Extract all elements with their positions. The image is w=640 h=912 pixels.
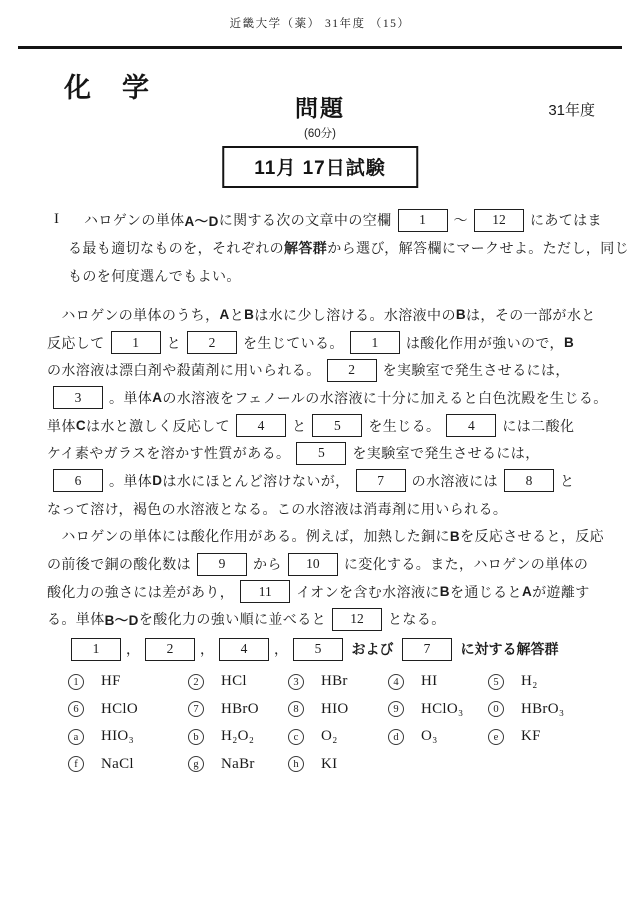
answer-option xyxy=(488,673,604,690)
text-line xyxy=(47,578,598,606)
option-formula: HF xyxy=(101,673,121,690)
text-line xyxy=(68,206,602,234)
answer-option-row xyxy=(68,751,604,779)
text-segment: 。単体 xyxy=(109,474,153,490)
text-segment: 単体 xyxy=(47,419,76,435)
option-mark-circle: 4 xyxy=(388,674,404,690)
blank-box-5: 5 xyxy=(293,638,343,661)
text-segment: の水溶液は漂白剤や殺菌剤に用いられる。 xyxy=(47,364,321,380)
blank-box-1: 1 xyxy=(398,209,448,232)
option-mark-circle: f xyxy=(68,756,84,772)
text-segment: ケイ素やガラスを溶かす性質がある。 xyxy=(47,447,291,463)
intro-text xyxy=(68,206,630,290)
text-line xyxy=(47,412,598,440)
option-formula: NaCl xyxy=(101,755,134,772)
option-formula: HClO xyxy=(101,700,139,717)
blank-box-4: 4 xyxy=(236,414,286,437)
option-formula: HBr xyxy=(321,673,348,690)
blank-box-2: 2 xyxy=(187,331,237,354)
text-segment: から xyxy=(253,558,282,574)
blank-box-5: 5 xyxy=(312,414,362,437)
text-segment: を生じる。 xyxy=(368,419,441,435)
text-segment: の水溶液には xyxy=(411,474,498,490)
blank-box-2: 2 xyxy=(145,638,195,661)
text-segment: を通じると xyxy=(449,585,522,601)
text-segment: る。単体 xyxy=(47,613,105,629)
blank-box-8: 8 xyxy=(504,469,554,492)
answer-option xyxy=(68,728,188,745)
blank-box-11: 11 xyxy=(240,580,290,603)
answer-option-row xyxy=(68,668,604,696)
subject-title: 化 学 xyxy=(64,73,151,103)
answer-option xyxy=(288,701,388,718)
problem-intro xyxy=(54,206,630,290)
text-segment: ハロゲンの単体 xyxy=(84,214,185,229)
text-line xyxy=(47,523,605,551)
option-formula: O₂ xyxy=(321,728,338,745)
text-segment: から選び，解答欄にマークせよ。ただし，同じ xyxy=(327,242,630,257)
text-segment: に関する次の文章中の空欄 xyxy=(218,214,392,229)
answer-group-header xyxy=(66,634,604,664)
option-formula: NaBr xyxy=(221,755,255,772)
text-segment: A xyxy=(152,390,163,406)
blank-box-12: 12 xyxy=(332,608,382,631)
text-line xyxy=(47,301,598,329)
text-segment: ， xyxy=(200,643,214,658)
option-mark-circle: d xyxy=(388,729,404,745)
blank-box-1: 1 xyxy=(71,638,121,661)
blank-box-10: 10 xyxy=(288,553,338,576)
option-formula: HIO xyxy=(321,700,349,717)
text-segment: を反応させると，反応 xyxy=(460,530,605,546)
blank-box-1: 1 xyxy=(350,331,400,354)
text-line xyxy=(47,384,608,412)
text-segment: B xyxy=(455,307,467,323)
text-segment: の前後で銅の酸化数は xyxy=(47,558,191,574)
text-segment: B xyxy=(449,528,461,544)
blank-box-7: 7 xyxy=(402,638,452,661)
text-line xyxy=(68,234,630,262)
answer-option xyxy=(68,756,188,773)
problem-body xyxy=(47,301,608,633)
text-segment: 酸化力の強さには差があり， xyxy=(47,585,235,601)
answer-option xyxy=(388,728,488,745)
text-segment: の水溶液をフェノールの水溶液に十分に加えると白色沈殿を生じる。 xyxy=(162,391,608,407)
option-formula: HCl xyxy=(221,673,247,690)
text-segment: に変化する。また，ハロゲンの単体の xyxy=(343,558,589,574)
option-formula: H₂ xyxy=(521,673,538,690)
option-formula: KI xyxy=(321,755,338,772)
answer-option xyxy=(288,728,388,745)
text-segment: ， xyxy=(126,643,140,658)
blank-box-4: 4 xyxy=(446,414,496,437)
option-mark-circle: c xyxy=(288,729,304,745)
option-mark-circle: 3 xyxy=(288,674,304,690)
text-segment: B xyxy=(244,307,255,323)
option-mark-circle: h xyxy=(288,756,304,772)
text-segment: B xyxy=(563,335,575,351)
blank-box-9: 9 xyxy=(197,553,247,576)
option-mark-circle: b xyxy=(188,729,204,745)
text-line xyxy=(47,550,598,578)
text-line xyxy=(47,495,598,523)
text-segment: ものを何度選んでもよい。 xyxy=(68,270,241,285)
text-segment: ハロゲンの単体には酸化作用がある。例えば，加熱した銅に xyxy=(47,530,450,546)
text-segment: A xyxy=(219,307,230,323)
problem-numeral: I xyxy=(54,211,59,227)
option-mark-circle: 5 xyxy=(488,674,504,690)
text-line xyxy=(47,439,598,467)
answer-option xyxy=(388,701,488,718)
answer-option xyxy=(488,728,604,745)
answer-option xyxy=(288,756,388,773)
blank-box-5: 5 xyxy=(296,442,346,465)
option-mark-circle: 0 xyxy=(488,701,504,717)
text-segment: を酸化力の強い順に並べると xyxy=(138,613,327,629)
answer-option-row xyxy=(68,723,604,751)
text-segment: 反応して xyxy=(47,336,105,352)
option-mark-circle: e xyxy=(488,729,504,745)
text-segment: B～D xyxy=(104,613,139,629)
text-segment: C xyxy=(75,418,86,434)
blank-box-6: 6 xyxy=(53,469,103,492)
header-divider xyxy=(18,46,622,49)
option-mark-circle: 6 xyxy=(68,701,84,717)
text-segment: は水と激しく反応して xyxy=(85,419,230,435)
page-title: 問題 xyxy=(295,95,345,121)
answer-option xyxy=(188,756,288,773)
option-mark-circle: 2 xyxy=(188,674,204,690)
option-mark-circle: 8 xyxy=(288,701,304,717)
text-line xyxy=(68,262,598,290)
option-mark-circle: 1 xyxy=(68,674,84,690)
text-segment: 解答群 xyxy=(284,242,328,257)
blank-box-4: 4 xyxy=(219,638,269,661)
text-segment: A xyxy=(521,584,533,600)
text-segment: と xyxy=(291,419,307,435)
text-segment: ， xyxy=(274,643,288,658)
option-mark-circle: a xyxy=(68,729,84,745)
text-segment: には二酸化 xyxy=(502,419,575,435)
option-formula: KF xyxy=(521,728,541,745)
text-segment: が遊離す xyxy=(532,585,590,601)
text-segment: と xyxy=(166,336,182,352)
text-segment: B xyxy=(439,584,450,600)
answer-option xyxy=(68,673,188,690)
text-segment: る最も適切なものを，それぞれの xyxy=(68,242,284,257)
answer-option xyxy=(288,673,388,690)
text-line xyxy=(47,329,598,357)
text-segment xyxy=(394,641,398,657)
text-line xyxy=(47,467,598,495)
option-formula: HBrO₃ xyxy=(521,700,565,717)
text-segment: は水にほとんど溶けないが， xyxy=(162,474,350,490)
text-segment: なって溶け，褐色の水溶液となる。この水溶液は消毒剤に用いられる。 xyxy=(47,502,508,518)
text-segment: 。単体 xyxy=(109,391,153,407)
duration-label: (60分) xyxy=(304,128,336,140)
text-segment: は，その一部が水と xyxy=(466,308,596,324)
blank-box-7: 7 xyxy=(356,469,406,492)
option-formula: HBrO xyxy=(221,700,259,717)
option-formula: HClO₃ xyxy=(421,700,464,717)
text-segment: と xyxy=(229,308,245,324)
exam-date-box: 11月 17日試験 xyxy=(222,146,418,188)
blank-box-2: 2 xyxy=(327,359,377,382)
answer-options xyxy=(68,668,604,778)
option-formula: H₂O₂ xyxy=(221,728,255,745)
text-segment: にあてはま xyxy=(529,214,602,229)
answer-option xyxy=(488,701,604,718)
text-segment: と xyxy=(559,474,575,490)
running-head: 近畿大学（薬） 31年度 （15） xyxy=(229,18,411,30)
blank-box-3: 3 xyxy=(53,386,103,409)
answer-option xyxy=(188,728,288,745)
text-segment: ～ xyxy=(453,214,468,229)
text-line xyxy=(47,356,598,384)
text-segment: D xyxy=(152,473,163,489)
option-formula: HIO₃ xyxy=(101,728,135,745)
text-segment: となる。 xyxy=(388,613,446,629)
option-formula: O₃ xyxy=(421,728,438,745)
text-segment: は酸化作用が強いので， xyxy=(405,336,564,352)
text-segment: は水に少し溶ける。水溶液中の xyxy=(254,308,456,324)
text-segment: および xyxy=(351,643,394,658)
year-label: 31年度 xyxy=(548,102,595,119)
answer-group-section xyxy=(66,634,604,778)
answer-option xyxy=(188,701,288,718)
answer-option-row xyxy=(68,696,604,724)
text-segment: ハロゲンの単体のうち， xyxy=(47,308,220,324)
option-formula: HI xyxy=(421,673,438,690)
blank-box-1: 1 xyxy=(111,331,161,354)
option-mark-circle: 7 xyxy=(188,701,204,717)
answer-option xyxy=(188,673,288,690)
text-segment: イオンを含む水溶液に xyxy=(296,585,440,601)
text-segment: を生じている。 xyxy=(243,336,344,352)
text-segment: を実験室で発生させるには， xyxy=(382,364,570,380)
answer-option xyxy=(68,701,188,718)
text-line xyxy=(47,606,598,634)
answer-option xyxy=(388,673,488,690)
option-mark-circle: g xyxy=(188,756,204,772)
text-segment: を実験室で発生させるには， xyxy=(352,447,540,463)
blank-box-12: 12 xyxy=(474,209,524,232)
option-mark-circle: 9 xyxy=(388,701,404,717)
text-segment: A～D xyxy=(184,214,219,229)
text-segment: に対する解答群 xyxy=(460,643,559,658)
